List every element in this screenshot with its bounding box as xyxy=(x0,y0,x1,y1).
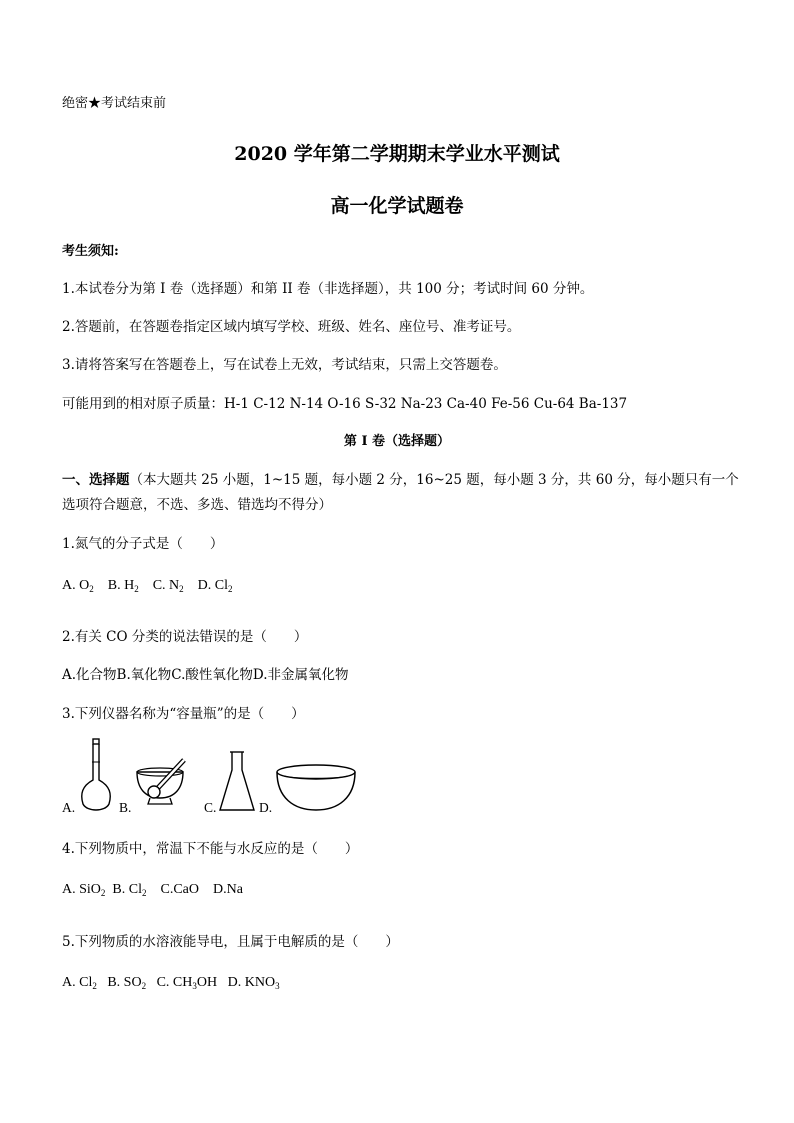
q1-option-b: B. $H_2$ xyxy=(107,578,139,594)
secret-label: 绝密★考试结束前 xyxy=(62,96,167,111)
atomic-masses: 可能用到的相对原子质量：H-1 C-12 N-14 O-16 S-32 Na-23 Ca-40 Fe-56 Cu-64 Ba-137 xyxy=(62,396,628,412)
q4-option-c: C.CaO xyxy=(160,882,199,897)
q3-apparatus-options xyxy=(62,738,382,818)
q5-option-a: A. $Cl_2$ xyxy=(62,975,97,991)
q2-stem: 2.有关 CO 分类的说法错误的是（ ） xyxy=(62,629,308,645)
notice-item-2: 2.答题前，在答题卷指定区域内填写学校、班级、姓名、座位号、准考证号。 xyxy=(62,319,521,335)
notice-heading: 考生须知: xyxy=(62,244,119,259)
q3-option-d-label: D. xyxy=(259,800,273,815)
q5-stem: 5.下列物质的水溶液能导电，且属于电解质的是（ ） xyxy=(62,934,399,950)
q4-option-a: A. SiO$_2$ xyxy=(62,882,106,898)
section-intro-bold: 一、选择题 xyxy=(62,472,130,488)
q4-option-b: B. $Cl_2$ xyxy=(112,882,147,898)
q1-stem: 1.氮气的分子式是（ ） xyxy=(62,536,224,552)
conical-flask-icon xyxy=(218,750,256,814)
q5-option-d: D. $KNO_3$ xyxy=(227,975,280,991)
section-heading: 第 I 卷（选择题） xyxy=(343,434,451,449)
q2-options: A.化合物B.氧化物C.酸性氧化物D.非金属氧化物 xyxy=(62,667,349,683)
section-intro-text: （本大题共 25 小题，1~15 题，每小题 2 分，16~25 题，每小题 3 分，共 60 分，每小题只有一个 xyxy=(129,472,739,488)
mortar-pestle-icon xyxy=(134,758,192,816)
section-intro-line-2: 选项符合题意，不选、多选、错选均不得分） xyxy=(62,497,332,513)
q3-option-a-label: A. xyxy=(62,800,76,815)
q3-option-c-label: C. xyxy=(204,800,217,815)
q5-option-b: B. $SO_2$ xyxy=(107,975,147,991)
q1-option-a: A. $O_2$ xyxy=(62,578,94,594)
q3-stem: 3.下列仪器名称为“容量瓶”的是（ ） xyxy=(62,706,305,722)
notice-item-3: 3.请将答案写在答题卷上，写在试卷上无效，考试结束，只需上交答题卷。 xyxy=(62,357,507,373)
volumetric-flask-icon xyxy=(78,738,114,814)
q5-option-c: C. $CH_3OH$ xyxy=(156,975,218,991)
q1-option-d: D. $Cl_2$ xyxy=(197,578,233,594)
notice-item-1: 1.本试卷分为第 I 卷（选择题）和第 II 卷（非选择题），共 100 分；考试时间 60 分钟。 xyxy=(62,281,594,297)
q1-option-c: C. $N_2$ xyxy=(152,578,184,594)
q4-option-d: D.Na xyxy=(212,882,243,897)
evaporating-dish-icon xyxy=(274,762,358,814)
q1-options xyxy=(62,578,232,594)
q5-options xyxy=(62,975,280,991)
exam-title: 2020 学年第二学期期末学业水平测试 xyxy=(234,143,560,165)
section-intro-line-1 xyxy=(62,468,739,488)
q3-option-b-label: B. xyxy=(119,800,132,815)
q4-options xyxy=(62,882,243,898)
q4-stem: 4.下列物质中，常温下不能与水反应的是（ ） xyxy=(62,841,359,857)
exam-subtitle: 高一化学试题卷 xyxy=(330,195,464,217)
